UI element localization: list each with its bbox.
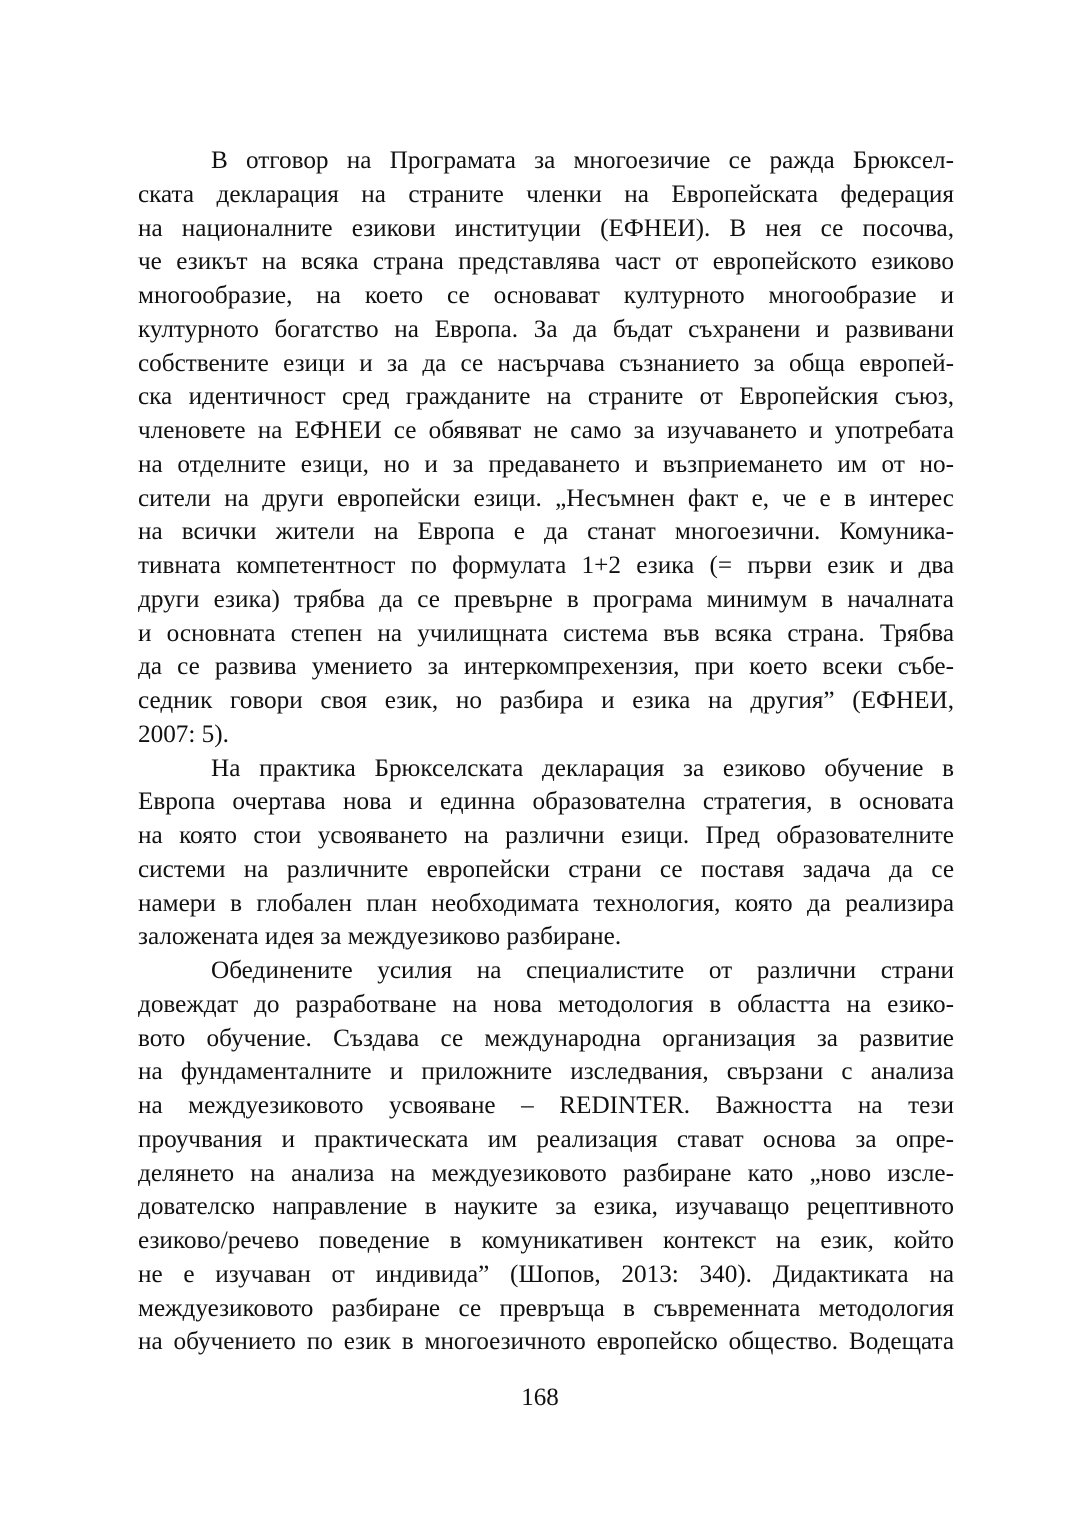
page-number: 168 <box>521 1384 559 1411</box>
text-line: на обучението по език в многоезичното европейско общество. Водещата <box>138 1328 954 1356</box>
text-line: многообразие, на което се основават културното многообразие и <box>138 282 954 309</box>
text-line: на която стои усвояването на различни езици. Пред образователните <box>138 822 954 849</box>
text-line: да се развива умението за интеркомпрехензия, при което всеки събе- <box>138 653 954 681</box>
text-line: други езика) трябва да се превърне в програма минимум в началната <box>138 585 954 613</box>
text-line: културното богатство на Европа. За да бъдат съхранени и развивани <box>138 315 954 343</box>
text-line: собствените езици и за да се насърчава съзнанието за обща европей- <box>138 349 954 377</box>
text-line: тивната компетентност по формулата 1+2 езика (= първи език и два <box>138 552 954 579</box>
paragraph <box>138 144 954 752</box>
body-text <box>138 144 954 1359</box>
text-line: Европа очертава нова и единна образователна стратегия, в основата <box>138 788 954 816</box>
text-line: и основната степен на училищната система във всяка страна. Трябва <box>138 619 954 647</box>
text-line: делянето на анализа на междуезиковото разбиране като „ново изсле- <box>138 1159 954 1187</box>
text-line: В отговор на Програмата за многоезичие се ражда Брюксел- <box>211 147 954 174</box>
text-line: езиково/речево поведение в комуникативен контекст на език, който <box>138 1227 954 1254</box>
text-line: ска идентичност сред гражданите на страните от Европейския съюз, <box>138 383 954 411</box>
text-line: не е изучаван от индивида” (Шопов, 2013: 340). Дидактиката на <box>138 1260 954 1288</box>
text-line: на отделните езици, но и за предаването и възприемането им от но- <box>138 450 954 478</box>
text-line: дователско направление в науките за езика, изучаващо рецептивното <box>138 1193 954 1221</box>
text-line: на междуезиковото усвояване – REDINTER. Важността на тези <box>138 1092 954 1119</box>
text-line: седник говори своя език, но разбира и езика на другия” (ЕФНЕИ, <box>138 687 954 714</box>
text-line: намери в глобален план необходимата технология, която да реализира <box>138 889 954 917</box>
text-line: заложената идея за междуезиково разбиране. <box>138 923 622 951</box>
text-line: На практика Брюкселската декларация за езиково обучение в <box>211 754 954 782</box>
text-line: Обединените усилия на специалистите от различни страни <box>211 957 954 984</box>
text-line: членовете на ЕФНЕИ се обявяват не само за изучаването и употребата <box>138 417 954 444</box>
text-line: на фундаменталните и приложните изследвания, свързани с анализа <box>138 1058 954 1086</box>
text-line: довеждат до разработване на нова методология в областта на езико- <box>138 990 954 1018</box>
text-line: вото обучение. Създава се международна организация за развитие <box>138 1024 954 1052</box>
text-line: системи на различните европейски страни се поставя задача да се <box>138 855 954 883</box>
text-line: междуезиковото разбиране се превръща в съвременната методология <box>138 1294 954 1322</box>
paragraph <box>138 752 954 955</box>
text-line: че езикът на всяка страна представлява част от европейското езиково <box>138 248 954 276</box>
text-line: на националните езикови институции (ЕФНЕИ). В нея се посочва, <box>138 214 954 242</box>
text-line: на всички жители на Европа е да станат многоезични. Комуника- <box>138 518 954 546</box>
text-line: проучвания и практическата им реализация стават основа за опре- <box>138 1125 954 1153</box>
text-line: 2007: 5). <box>138 720 229 748</box>
text-line: сители на други европейски езици. „Несъмнен факт е, че е в интерес <box>138 484 954 512</box>
text-line: ската декларация на страните членки на Европейската федерация <box>138 180 954 208</box>
paragraph <box>138 954 954 1359</box>
